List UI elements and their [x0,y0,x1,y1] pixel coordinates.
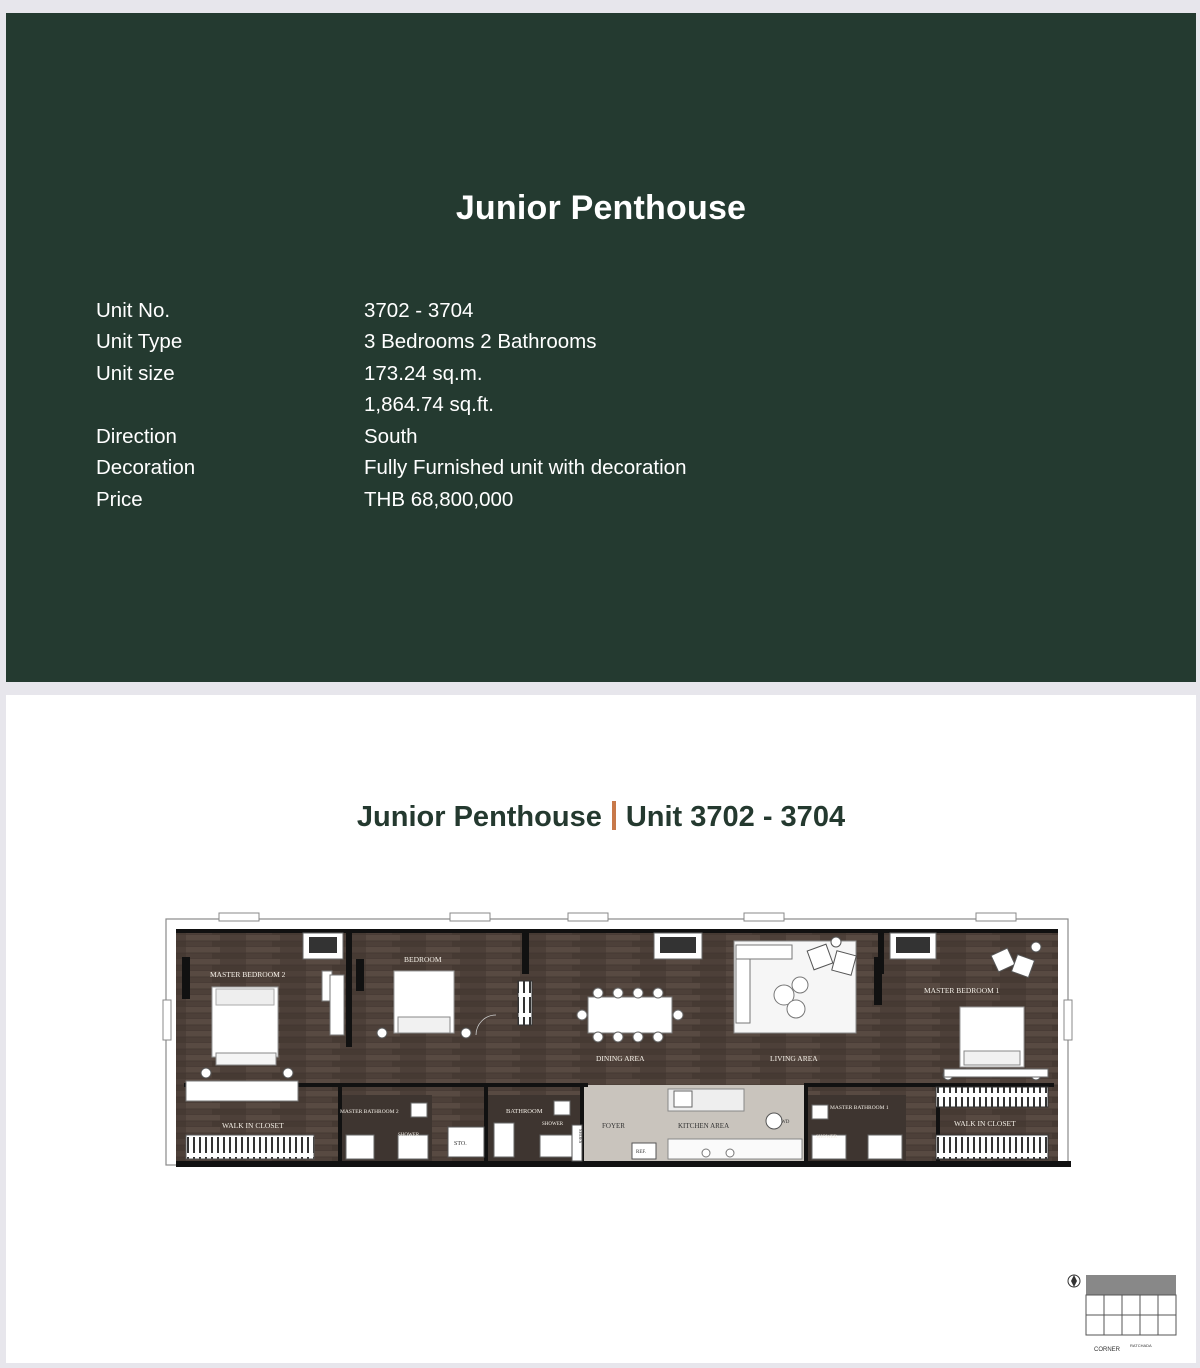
spec-table [96,295,686,516]
label-living-area: LIVING AREA [770,1054,818,1063]
bathroom [488,1095,580,1161]
spec-row-unit-type [96,327,686,359]
label-foyer: FOYER [602,1122,625,1130]
label-walk-in-closet-right: WALK IN CLOSET [954,1119,1016,1128]
label-kitchen-area: KITCHEN AREA [678,1122,730,1130]
window [450,913,490,921]
label-ref: REF. [636,1150,647,1155]
window [744,913,784,921]
label-walk-in-closet-left: WALK IN CLOSET [222,1121,284,1130]
key-plan [1064,1267,1182,1355]
spec-label: Price [96,487,143,511]
spec-value: THB 68,800,000 [364,487,514,511]
label-shoes: SHOES [578,1129,583,1144]
floor-plan [6,695,1196,1363]
key-plan-sublabel: RATCHADA [1130,1343,1152,1348]
info-title: Junior Penthouse [455,189,747,227]
spec-value: 3702 - 3704 [364,298,474,322]
plan-title-unit: Unit 3702 - 3704 [625,801,846,833]
spec-value: 1,864.74 sq.ft. [364,393,494,417]
label-shower-mid: SHOWER [542,1122,564,1127]
spec-row-price [96,484,686,516]
spec-label: Decoration [96,456,196,480]
info-slide [6,13,1196,682]
spec-value: 3 Bedrooms 2 Bathrooms [364,330,597,354]
plan-title-name: Junior Penthouse [356,801,602,833]
window [568,913,608,921]
label-master-bathroom-1: MASTER BATHROOM 1 [830,1105,889,1111]
master-bathroom-2 [342,1095,432,1161]
spec-label: Unit No. [96,298,171,322]
label-master-bedroom-1: MASTER BEDROOM 1 [924,986,1000,995]
window [1064,1000,1072,1040]
spec-value: Fully Furnished unit with decoration [364,456,687,480]
window [163,1000,171,1040]
spec-value: South [364,424,418,448]
key-plan-highlight [1086,1275,1176,1295]
spec-row-unit-no [96,295,686,327]
living-area [734,937,856,1033]
label-master-bedroom-2: MASTER BEDROOM 2 [210,970,286,979]
window [219,913,259,921]
label-shower-right: SHOWER [816,1135,838,1140]
label-bedroom: BEDROOM [404,955,442,964]
label-master-bathroom-2: MASTER BATHROOM 2 [340,1109,399,1115]
key-plan-label: CORNER [1094,1347,1121,1353]
spec-label: Direction [96,424,177,448]
spec-row-unit-size [96,358,686,390]
spec-label: Unit Type [96,330,183,354]
plan-slide [6,695,1196,1363]
label-sto: STO. [454,1141,467,1147]
spec-value: 173.24 sq.m. [364,361,483,385]
label-bathroom: BATHROOM [506,1108,543,1115]
spec-row-direction [96,421,686,453]
label-shower-left: SHOWER [398,1133,420,1138]
window [976,913,1016,921]
spec-row-unit-size-sqft [96,390,686,422]
spec-row-decoration [96,453,686,485]
spec-label: Unit size [96,361,175,385]
label-dining-area: DINING AREA [596,1054,645,1063]
label-wd: WD [781,1120,790,1125]
